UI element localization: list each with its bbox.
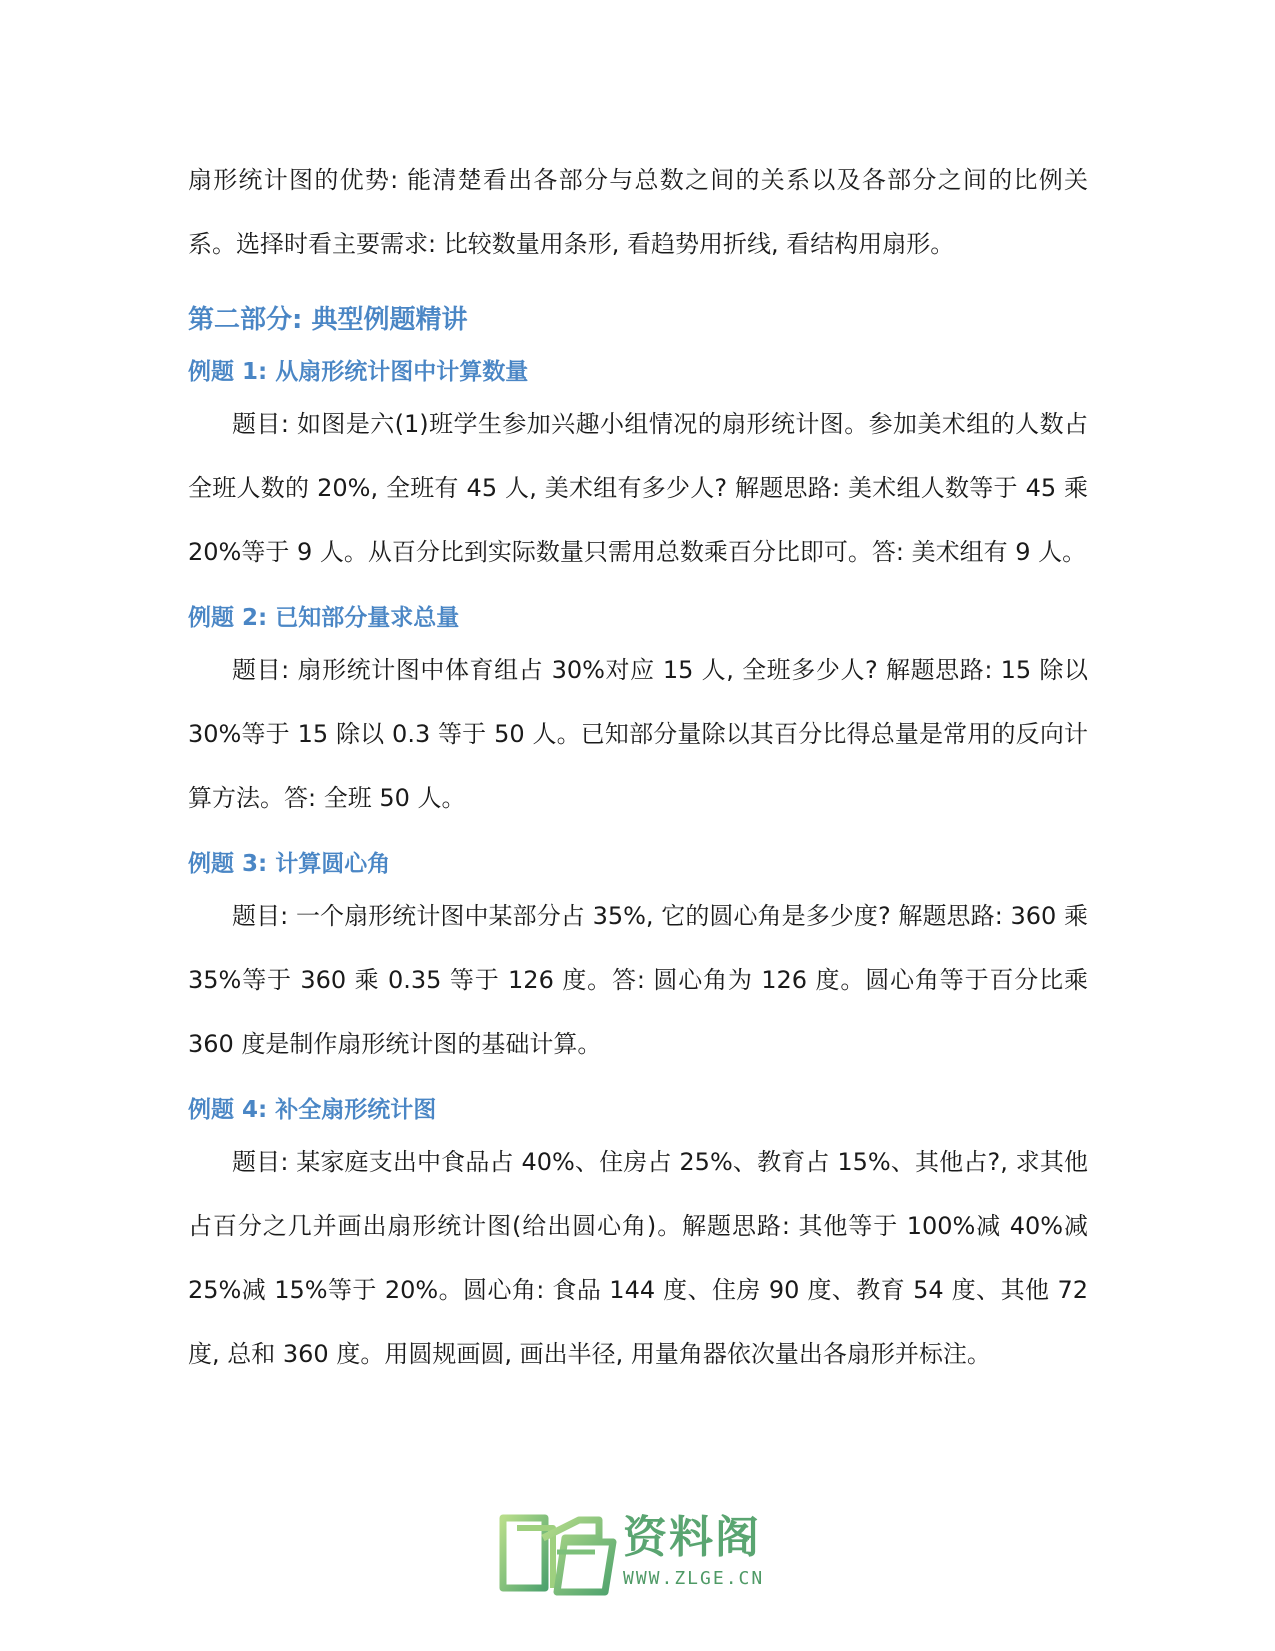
example-1-body: 题目: 如图是六(1)班学生参加兴趣小组情况的扇形统计图。参加美术组的人数占全班人数的 20%, 全班有 45 人, 美术组有多少人? 解题思路: 美术组人数等于 45 乘 20%等于 9 人。从百分比到实际数量只需用总数乘百分比即可。答: 美术组有 9 人。 bbox=[188, 410, 1088, 566]
intro-paragraph: 扇形统计图的优势: 能清楚看出各部分与总数之间的关系以及各部分之间的比例关系。选择时看主要需求: 比较数量用条形, 看趋势用折线, 看结构用扇形。 bbox=[188, 166, 1088, 258]
example-4-body: 题目: 某家庭支出中食品占 40%、住房占 25%、教育占 15%、其他占?, 求其他占百分之几并画出扇形统计图(给出圆心角)。解题思路: 其他等于 100%减 40%减 25%减 15%等于 20%。圆心角: 食品 144 度、住房 90 度、教育 54 度、其他 72 度, 总和 360 度。用圆规画圆, 画出半径, 用量角器依次量出各扇形并标注。 bbox=[188, 1148, 1088, 1368]
logo-name: 资料阁 bbox=[623, 1512, 761, 1563]
site-logo bbox=[495, 1508, 785, 1596]
example-3-title: 例题 3: 计算圆心角 bbox=[188, 851, 391, 877]
example-2 bbox=[188, 598, 1088, 830]
example-4-title: 例题 4: 补全扇形统计图 bbox=[188, 1097, 437, 1123]
book-folder-icon bbox=[495, 1508, 619, 1596]
example-3-body: 题目: 一个扇形统计图中某部分占 35%, 它的圆心角是多少度? 解题思路: 360 乘 35%等于 360 乘 0.35 等于 126 度。答: 圆心角为 126 度。圆心角等于百分比乘 360 度是制作扇形统计图的基础计算。 bbox=[188, 902, 1088, 1058]
example-3 bbox=[188, 844, 1088, 1076]
example-1-title: 例题 1: 从扇形统计图中计算数量 bbox=[188, 359, 529, 385]
section-heading: 第二部分: 典型例题精讲 bbox=[188, 305, 468, 335]
example-2-body: 题目: 扇形统计图中体育组占 30%对应 15 人, 全班多少人? 解题思路: 15 除以 30%等于 15 除以 0.3 等于 50 人。已知部分量除以其百分比得总量是常用的反向计算方法。答: 全班 50 人。 bbox=[188, 656, 1088, 812]
example-2-title: 例题 2: 已知部分量求总量 bbox=[188, 605, 460, 631]
example-1 bbox=[188, 352, 1088, 584]
document-page bbox=[188, 148, 1088, 1386]
example-4 bbox=[188, 1090, 1088, 1386]
logo-url: WWW.ZLGE.CN bbox=[623, 1568, 765, 1589]
